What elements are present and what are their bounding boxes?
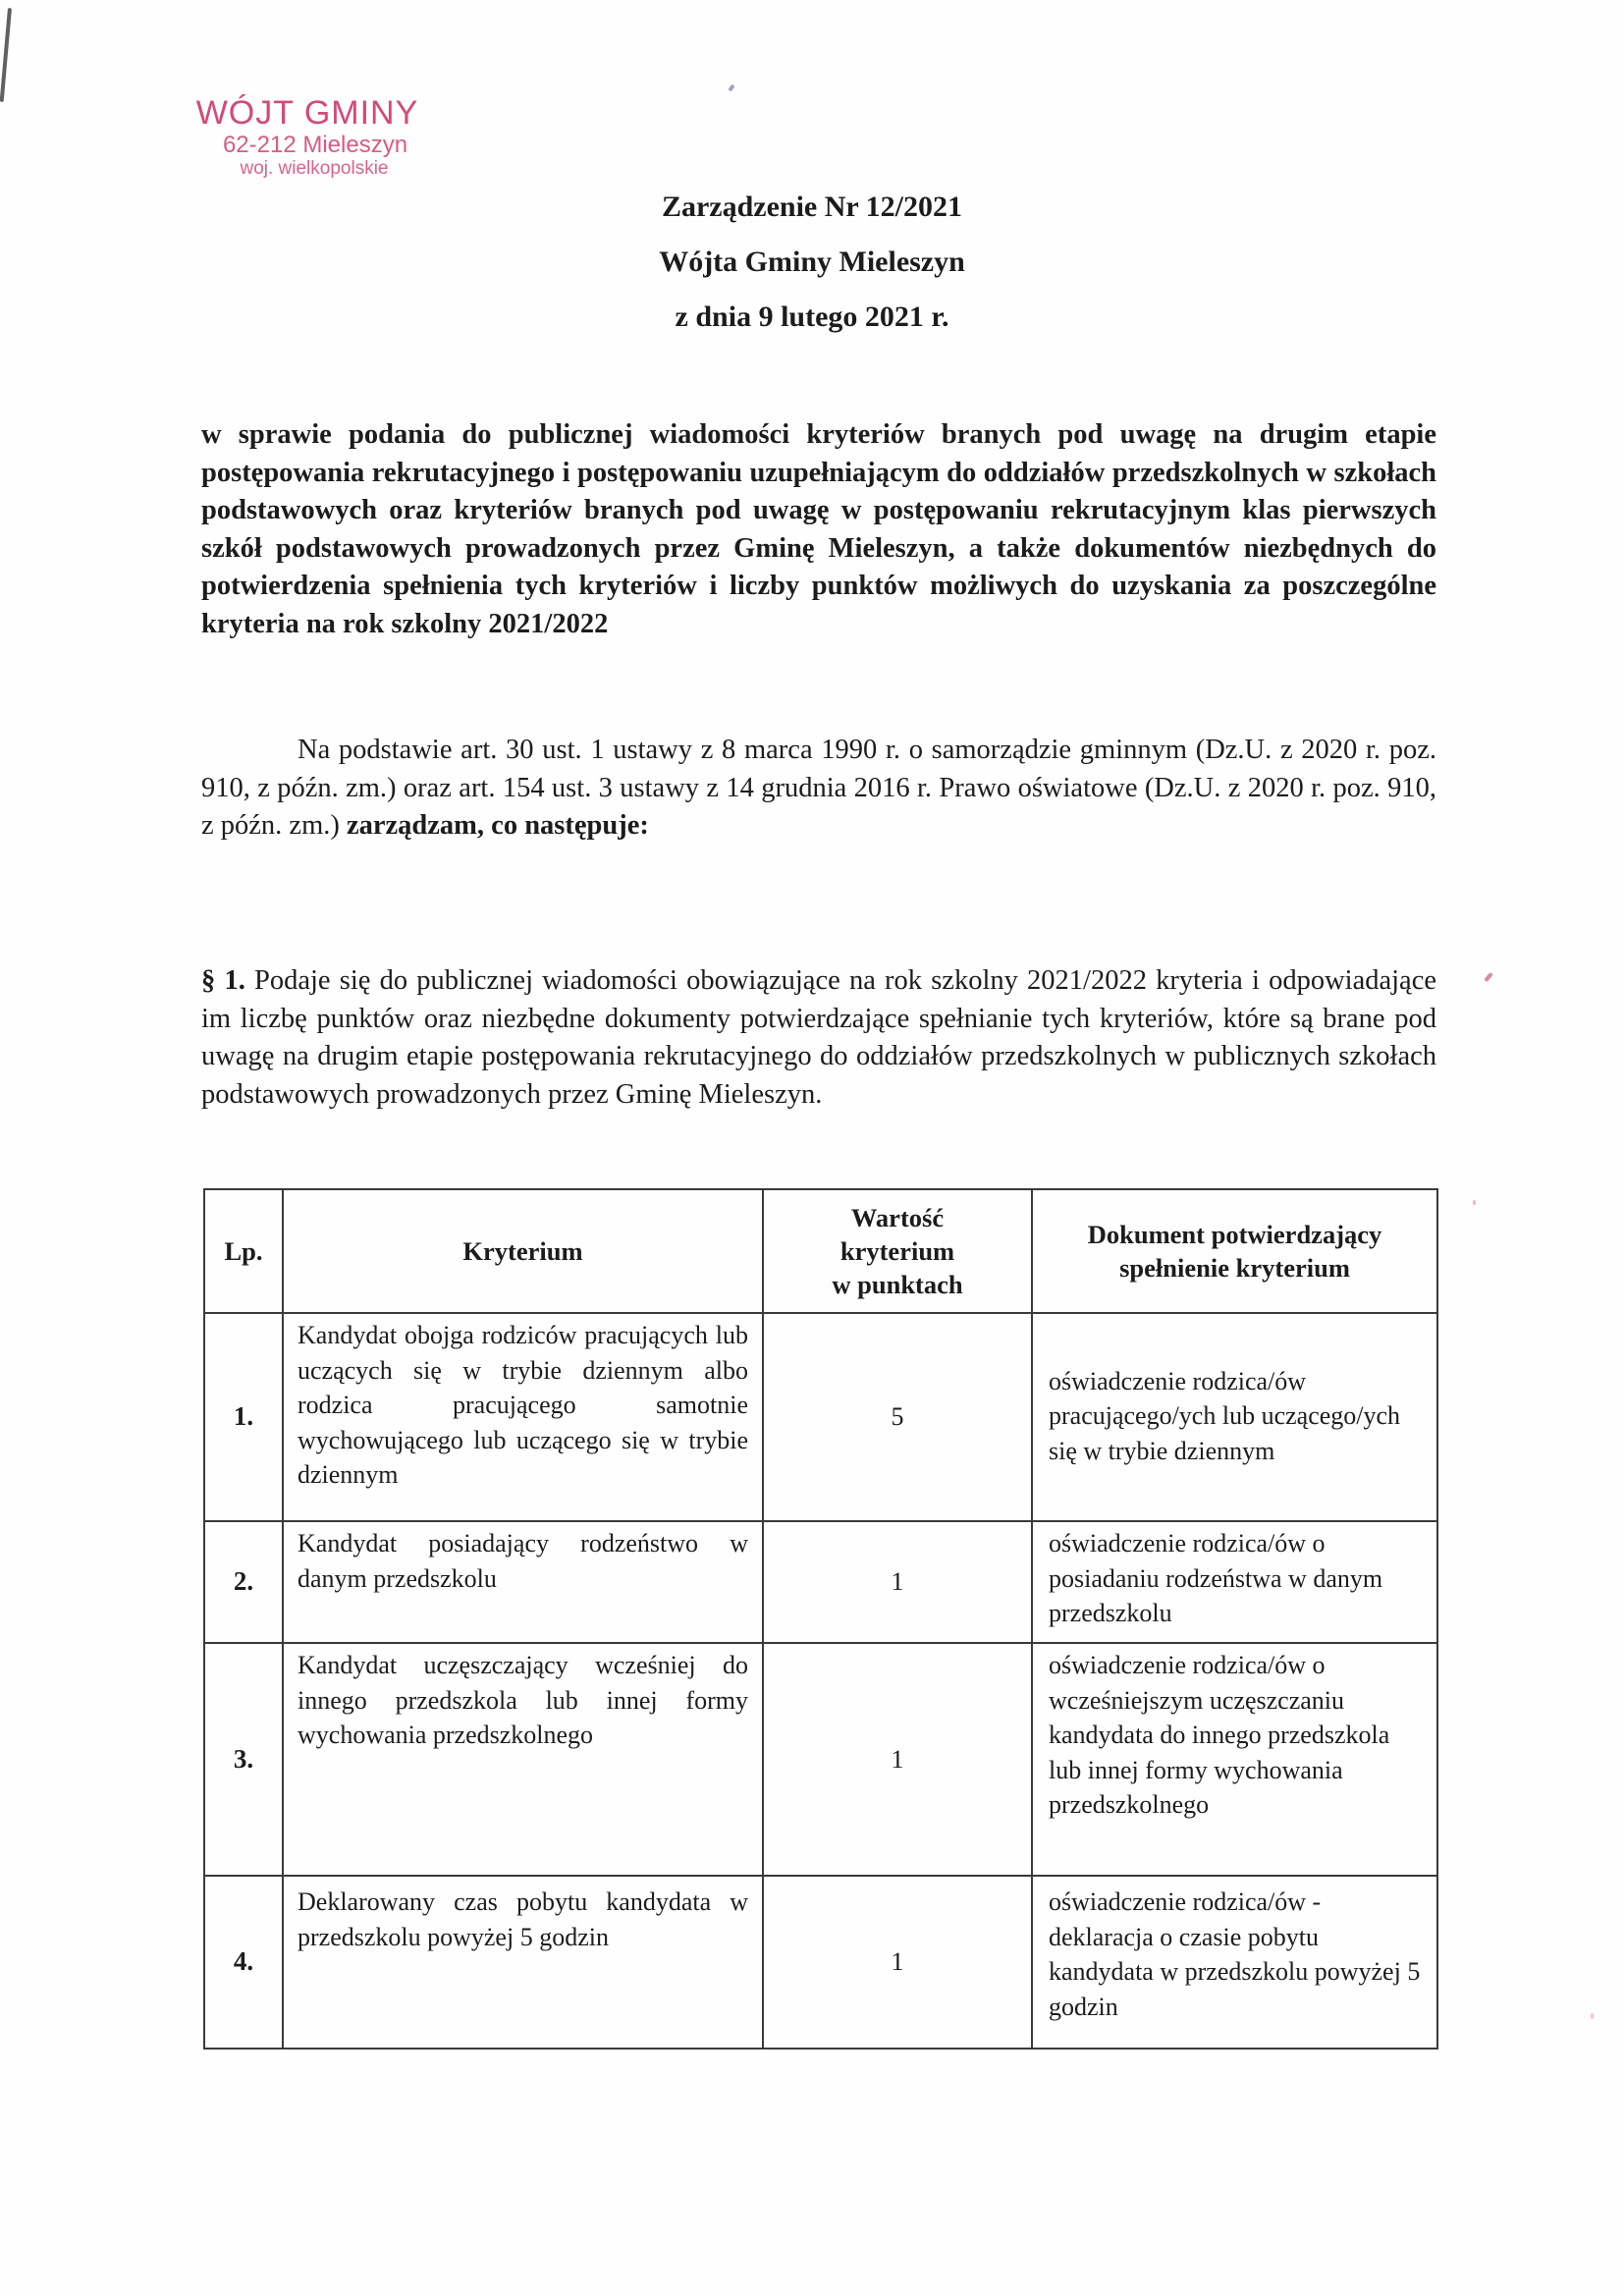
header-criterion: Kryterium <box>283 1189 763 1313</box>
document-title: Zarządzenie Nr 12/2021 <box>661 191 963 223</box>
table-row <box>204 1521 1437 1643</box>
row-document: oświadczenie rodzica/ów o posiadaniu rodzeństwa w danym przedszkolu <box>1032 1521 1437 1643</box>
table-row <box>204 1313 1437 1521</box>
row-points: 1 <box>763 1876 1032 2049</box>
table-header-row <box>204 1189 1437 1313</box>
scan-artifact-speck <box>728 83 734 91</box>
row-document: oświadczenie rodzica/ów o wcześniejszym uczęszczaniu kandydata do innego przedszkola lub innej formy wychowania przedszkolnego <box>1032 1643 1437 1876</box>
scan-artifact-line <box>0 8 12 102</box>
scan-artifact-speck <box>1591 2013 1594 2019</box>
header-document <box>1032 1189 1437 1313</box>
header-value-line3: w punktach <box>832 1270 963 1299</box>
scan-artifact-speck <box>1473 1200 1476 1205</box>
document-subject: w sprawie podania do publicznej wiadomości kryteriów branych pod uwagę na drugim etapie postępowania rekrutacyjnego i postępowaniu uzupełniającym do oddziałów przedszkolnych w szkołach podstawowych oraz kryteriów branych pod uwagę w postępowaniu rekrutacyjnym klas pierwszych szkół podstawowych prowadzonych przez Gminę Mieleszyn, a także dokumentów niezbędnych do potwierdzenia spełnienia tych kryteriów i liczby punktów możliwych do uzyskania za poszczególne kryteria na rok szkolny 2021/2022 <box>201 419 1436 639</box>
row-points: 1 <box>763 1643 1032 1876</box>
header-value-line1: Wartość <box>850 1203 945 1232</box>
header-value-line2: kryterium <box>839 1236 955 1266</box>
scan-artifact-speck <box>1484 972 1492 982</box>
row-points: 5 <box>763 1313 1032 1521</box>
document-issuer: Wójta Gminy Mieleszyn <box>659 246 965 278</box>
row-number: 4. <box>204 1876 283 2049</box>
row-criterion: Kandydat obojga rodziców pracujących lub uczących się w trybie dziennym albo rodzica pracującego samotnie wychowującego lub uczącego się w trybie dziennym <box>283 1313 763 1521</box>
section-marker: § 1. <box>201 965 245 996</box>
row-criterion: Kandydat posiadający rodzeństwo w danym przedszkolu <box>283 1521 763 1643</box>
document-date: z dnia 9 lutego 2021 r. <box>675 301 949 333</box>
row-number: 2. <box>204 1521 283 1643</box>
table-row <box>204 1643 1437 1876</box>
legal-basis-emphasis: zarządzam, co następuje: <box>346 810 649 841</box>
section-1-text: Podaje się do publicznej wiadomości obowiązujące na rok szkolny 2021/2022 kryteria i odpowiadające im liczbę punktów oraz niezbędne dokumenty potwierdzające spełnianie tych kryteriów, które są brane pod uwagę na drugim etapie postępowania rekrutacyjnego do oddziałów przedszkolnych w publicznych szkołach podstawowych prowadzonych przez Gminę Mieleszyn. <box>201 965 1436 1110</box>
stamp-address: 62-212 Mieleszyn <box>222 132 408 158</box>
header-document-line2: spełnienie kryterium <box>1119 1253 1350 1283</box>
legal-basis-text: Na podstawie art. 30 ust. 1 ustawy z 8 marca 1990 r. o samorządzie gminnym (Dz.U. z 2020 r. poz. 910, z późn. zm.) oraz art. 154 ust. 3 ustawy z 14 grudnia 2016 r. Prawo oświatowe (Dz.U. z 2020 r. poz. 910, z późn. zm.) <box>201 735 1436 841</box>
row-number: 3. <box>204 1643 283 1876</box>
header-lp: Lp. <box>204 1189 283 1313</box>
row-number: 1. <box>204 1313 283 1521</box>
legal-basis-paragraph <box>201 732 1436 846</box>
stamp-region: woj. wielkopolskie <box>240 158 389 179</box>
row-criterion: Deklarowany czas pobytu kandydata w przedszkolu powyżej 5 godzin <box>283 1876 763 2049</box>
criteria-table <box>203 1188 1438 2050</box>
row-document: oświadczenie rodzica/ów pracującego/ych lub uczącego/ych się w trybie dziennym <box>1032 1313 1437 1521</box>
row-criterion: Kandydat uczęszczający wcześniej do innego przedszkola lub innej formy wychowania przedszkolnego <box>283 1643 763 1876</box>
row-points: 1 <box>763 1521 1032 1643</box>
official-stamp <box>165 96 450 178</box>
stamp-title: WÓJT GMINY <box>195 94 419 132</box>
table-row <box>204 1876 1437 2049</box>
header-document-line1: Dokument potwierdzający <box>1087 1220 1382 1249</box>
row-document: oświadczenie rodzica/ów - deklaracja o czasie pobytu kandydata w przedszkolu powyżej 5 godzin <box>1032 1876 1437 2049</box>
section-1-paragraph <box>201 962 1436 1114</box>
header-value <box>763 1189 1032 1313</box>
